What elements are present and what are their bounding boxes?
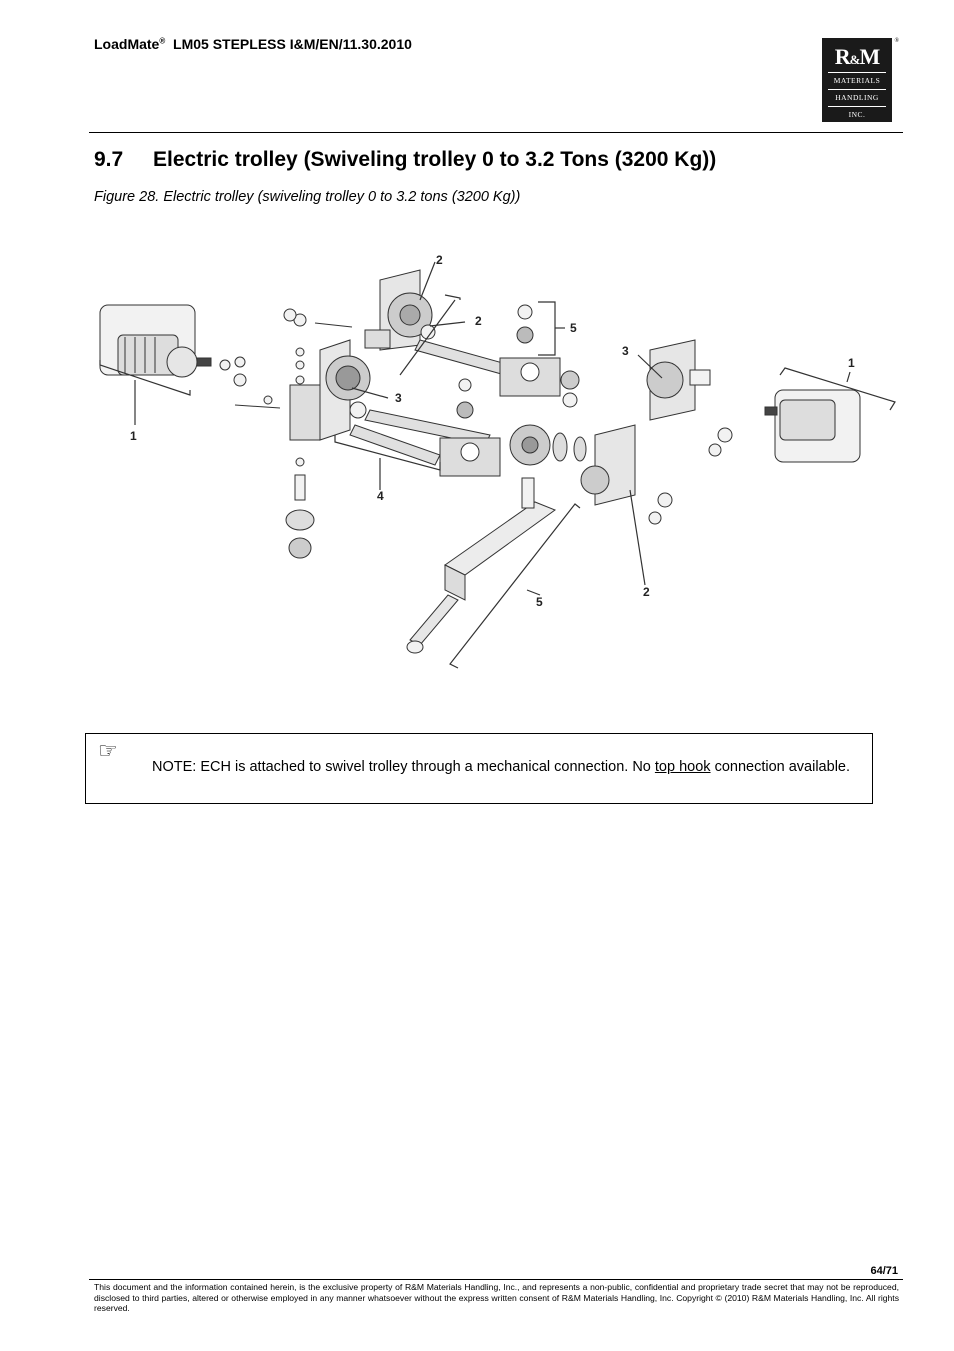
page-number: 64/71 [870, 1265, 898, 1277]
logo-letters: R&M [834, 44, 880, 69]
callout-5-lower: 5 [536, 595, 543, 609]
top-hook-term: top hook [654, 759, 711, 775]
logo-line-inc: INC. [848, 110, 866, 119]
note-text: NOTE: ECH is attached to swivel trolley through a mechanical connection. No top hook connection available. [152, 759, 851, 775]
top-wheel-block-drawing [365, 270, 435, 350]
callout-5-upper: 5 [570, 321, 577, 335]
section-title: Electric trolley (Swiveling trolley 0 to 3.2 Tons (3200 Kg)) [153, 148, 717, 171]
brand-name: LoadMate [94, 36, 160, 52]
left-motor-drawing [100, 305, 211, 377]
footer-divider [89, 1279, 903, 1280]
callout-2-lower: 2 [643, 585, 650, 599]
note-box [85, 733, 873, 804]
pointing-hand-icon: ☞ [98, 738, 118, 763]
logo-line-handling: HANDLING [835, 93, 879, 102]
section-heading [94, 148, 716, 172]
callout-1-left: 1 [130, 429, 137, 443]
callout-1-right: 1 [848, 356, 855, 370]
callout-2-upper: 2 [475, 314, 482, 328]
callout-3-right: 3 [622, 344, 629, 358]
figure-caption: Figure 28. Electric trolley (swiveling trolley 0 to 3.2 tons (3200 Kg)) [94, 189, 521, 205]
logo-registered-mark: ® [894, 38, 899, 44]
document-header [94, 36, 412, 52]
company-logo [822, 38, 899, 122]
swivel-beam-drawing [445, 478, 555, 600]
footer-disclaimer: This document and the information contained herein, is the exclusive property of R&M Materials Handling, Inc., and represents a non-public, confidential and proprietary trade secret that may not be reproduced, disclosed to third parties, altered or otherwise employed in any manner whatsoever without the express written consent of R&M Materials Handling, Inc. Copyright © (2010) R&M Materials Handling, Inc. All rights reserved. [94, 1282, 899, 1313]
callout-2-top: 2 [436, 253, 443, 267]
lower-wheel-block-drawing [581, 425, 635, 505]
document-reference: LM05 STEPLESS I&M/EN/11.30.2010 [173, 36, 412, 52]
exploded-trolley-diagram [90, 240, 900, 680]
right-motor-drawing [765, 390, 860, 462]
right-gearbox-drawing [647, 340, 710, 420]
logo-line-materials: MATERIALS [833, 76, 881, 85]
header-divider [89, 132, 903, 133]
section-number: 9.7 [94, 148, 124, 171]
callout-4: 4 [377, 489, 384, 503]
brand-registered-mark: ® [159, 36, 166, 46]
callout-3-left: 3 [395, 391, 402, 405]
